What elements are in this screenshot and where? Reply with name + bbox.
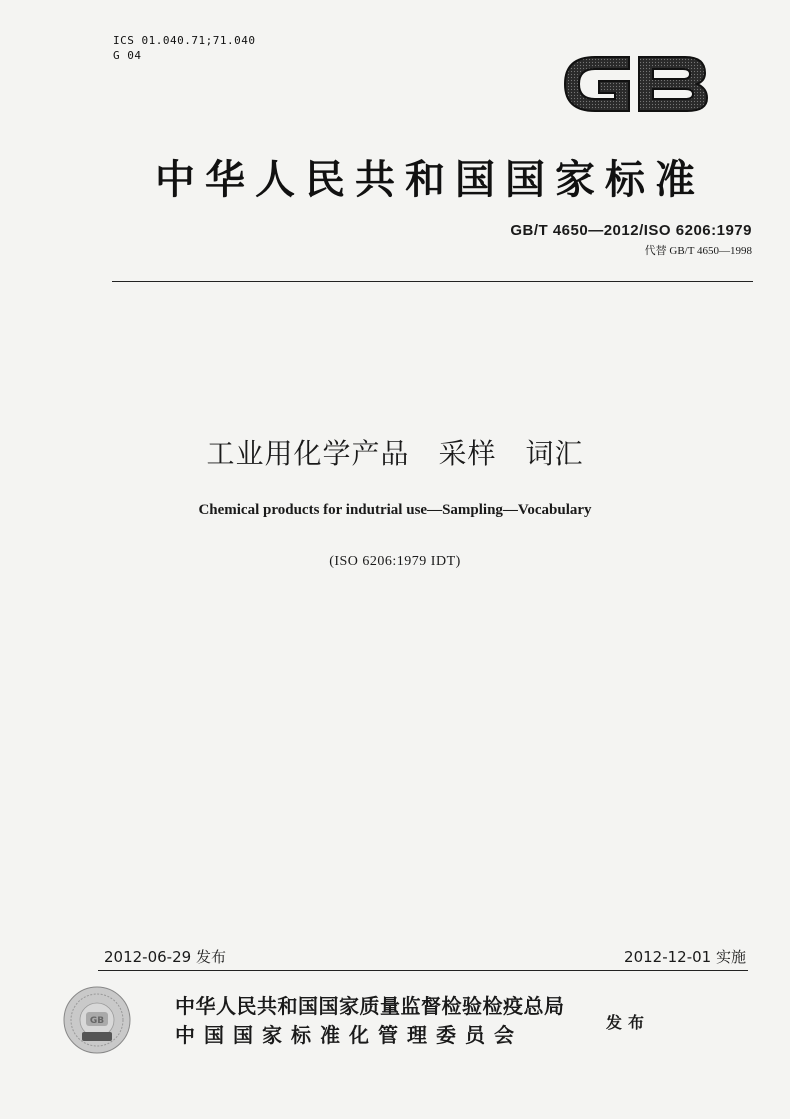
replaces-standard: 代替 GB/T 4650—1998 [644, 245, 752, 257]
ccs-code: G 04 [113, 49, 142, 62]
main-title: 中华人民共和国国家标准 [155, 157, 705, 203]
iso-reference: (ISO 6206:1979 IDT) [329, 554, 461, 569]
implementation-date: 2012-12-01 实施 [624, 948, 746, 966]
top-divider [112, 281, 753, 282]
ics-code: ICS 01.040.71;71.040 [113, 34, 256, 47]
gb-logo-icon [555, 43, 715, 125]
english-title: Chemical products for indutrial use—Sampling—Vocabulary [198, 502, 592, 518]
chinese-title: 工业用化学产品 采样 词汇 [206, 437, 584, 470]
svg-text:GB: GB [89, 1016, 105, 1026]
issuer-line-1: 中华人民共和国国家质量监督检验检疫总局 [175, 994, 565, 1018]
anti-counterfeit-seal-icon [62, 985, 132, 1055]
standard-number: GB/T 4650—2012/ISO 6206:1979 [510, 222, 752, 239]
bottom-divider [98, 970, 748, 971]
issuer-line-2: 中国国家标准化管理委员会 [175, 1023, 523, 1047]
issue-date: 2012-06-29 发布 [104, 948, 226, 966]
release-label: 发布 [606, 1013, 651, 1032]
